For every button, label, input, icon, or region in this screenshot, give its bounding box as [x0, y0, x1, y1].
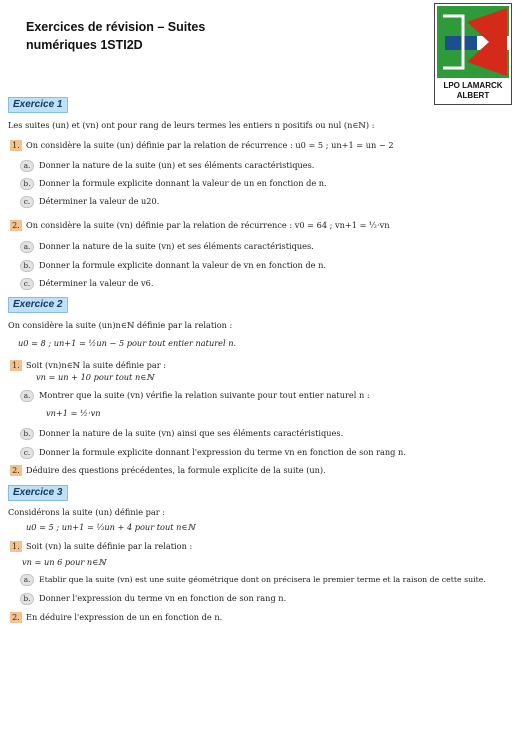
exercise-1-question-1 — [10, 140, 394, 151]
item-badge: c. — [20, 196, 34, 208]
question-text: Soit (vn)n∈ℕ la suite définie par : — [26, 360, 166, 370]
exercise-2-q1-item-c — [20, 447, 406, 459]
item-badge: b. — [20, 428, 34, 440]
title-line-2: numériques 1STI2D — [26, 38, 143, 52]
document-title — [26, 18, 326, 54]
logo-text-line-2: ALBERT — [456, 91, 490, 100]
item-badge: a. — [20, 390, 34, 402]
item-badge: a. — [20, 241, 34, 253]
logo-text-line-1: LPO LAMARCK — [443, 81, 503, 90]
item-text: Donner la nature de la suite (vn) et ses éléments caractéristiques. — [39, 241, 314, 251]
item-badge: b. — [20, 260, 34, 272]
item-text: Etablir que la suite (vn) est une suite géométrique dont on précisera le premier terme et la raison de cette suite. — [39, 575, 486, 584]
title-line-1: Exercices de révision – Suites — [26, 20, 206, 34]
question-text: En déduire l'expression de un en fonction de n. — [26, 612, 223, 622]
exercise-2-question-1 — [10, 360, 166, 371]
item-text: Déterminer la valeur de v6. — [39, 278, 154, 288]
question-number: 1. — [10, 360, 22, 371]
exercise-1-q2-item-b — [20, 260, 326, 272]
exercise-1-intro: Les suites (un) et (vn) ont pour rang de leurs termes les entiers n positifs ou nul (n∈ℕ) : — [8, 120, 375, 130]
question-text: Déduire des questions précédentes, la formule explicite de la suite (un). — [26, 465, 326, 475]
exercise-2-relation: u0 = 8 ; un+1 = ½un − 5 pour tout entier naturel n. — [18, 338, 237, 348]
exercise-1-question-2 — [10, 220, 389, 231]
school-logo — [434, 3, 512, 105]
exercise-3-header: Exercice 3 — [8, 485, 68, 501]
question-number: 1. — [10, 541, 22, 552]
exercise-2-question-2 — [10, 465, 326, 476]
exercise-2-header: Exercice 2 — [8, 297, 68, 313]
question-number: 2. — [10, 612, 22, 623]
exercise-2-formula: vn+1 = ½·vn — [46, 408, 101, 418]
question-text: Soit (vn) la suite définie par la relation : — [26, 541, 193, 551]
exercise-3-q1-item-b — [20, 593, 286, 605]
exercise-1-q1-item-a — [20, 160, 314, 172]
exercise-1-header: Exercice 1 — [8, 97, 68, 113]
exercise-2-definition: vn = un + 10 pour tout n∈ℕ — [36, 372, 154, 382]
item-text: Donner la formule explicite donnant l'expression du terme vn en fonction de son rang n. — [39, 447, 406, 457]
item-badge: c. — [20, 278, 34, 290]
lamarck-logo-icon — [437, 6, 509, 78]
item-badge: a. — [20, 160, 34, 172]
item-badge: a. — [20, 574, 34, 586]
item-text: Donner la formule explicite donnant la valeur de vn en fonction de n. — [39, 260, 326, 270]
item-text: Donner l'expression du terme vn en fonction de son rang n. — [39, 593, 287, 603]
exercise-3-definition: vn = un 6 pour n∈ℕ — [22, 557, 106, 567]
question-number: 2. — [10, 220, 22, 231]
logo-label — [435, 81, 511, 101]
question-number: 2. — [10, 465, 22, 476]
exercise-1-q1-item-c — [20, 196, 159, 208]
exercise-1-q2-item-a — [20, 241, 314, 253]
item-badge: c. — [20, 447, 34, 459]
exercise-1-q2-item-c — [20, 278, 153, 290]
exercise-2-intro: On considère la suite (un)n∈ℕ définie par la relation : — [8, 320, 233, 330]
item-text: Donner la nature de la suite (un) et ses éléments caractéristiques. — [39, 160, 315, 170]
item-text: Déterminer la valeur de u20. — [39, 196, 160, 206]
item-text: Montrer que la suite (vn) vérifie la relation suivante pour tout entier naturel n : — [39, 390, 370, 400]
question-number: 1. — [10, 140, 22, 151]
item-badge: b. — [20, 178, 34, 190]
item-text: Donner la nature de la suite (vn) ainsi que ses éléments caractéristiques. — [39, 428, 344, 438]
exercise-3-q1-item-a — [20, 574, 486, 586]
question-text: On considère la suite (vn) définie par la relation de récurrence : v0 = 64 ; vn+1 = ½·vn — [26, 220, 390, 230]
exercise-2-q1-item-a — [20, 390, 370, 402]
exercise-3-relation: u0 = 5 ; un+1 = ⅓un + 4 pour tout n∈ℕ — [26, 522, 195, 532]
question-text: On considère la suite (un) définie par la relation de récurrence : u0 = 5 ; un+1 = un − 2 — [26, 140, 394, 150]
exercise-3-question-1 — [10, 541, 192, 552]
exercise-3-intro: Considérons la suite (un) définie par : — [8, 507, 166, 517]
exercise-2-q1-item-b — [20, 428, 343, 440]
exercise-1-q1-item-b — [20, 178, 327, 190]
item-badge: b. — [20, 593, 34, 605]
item-text: Donner la formule explicite donnant la valeur de un en fonction de n. — [39, 178, 327, 188]
exercise-3-question-2 — [10, 612, 222, 623]
